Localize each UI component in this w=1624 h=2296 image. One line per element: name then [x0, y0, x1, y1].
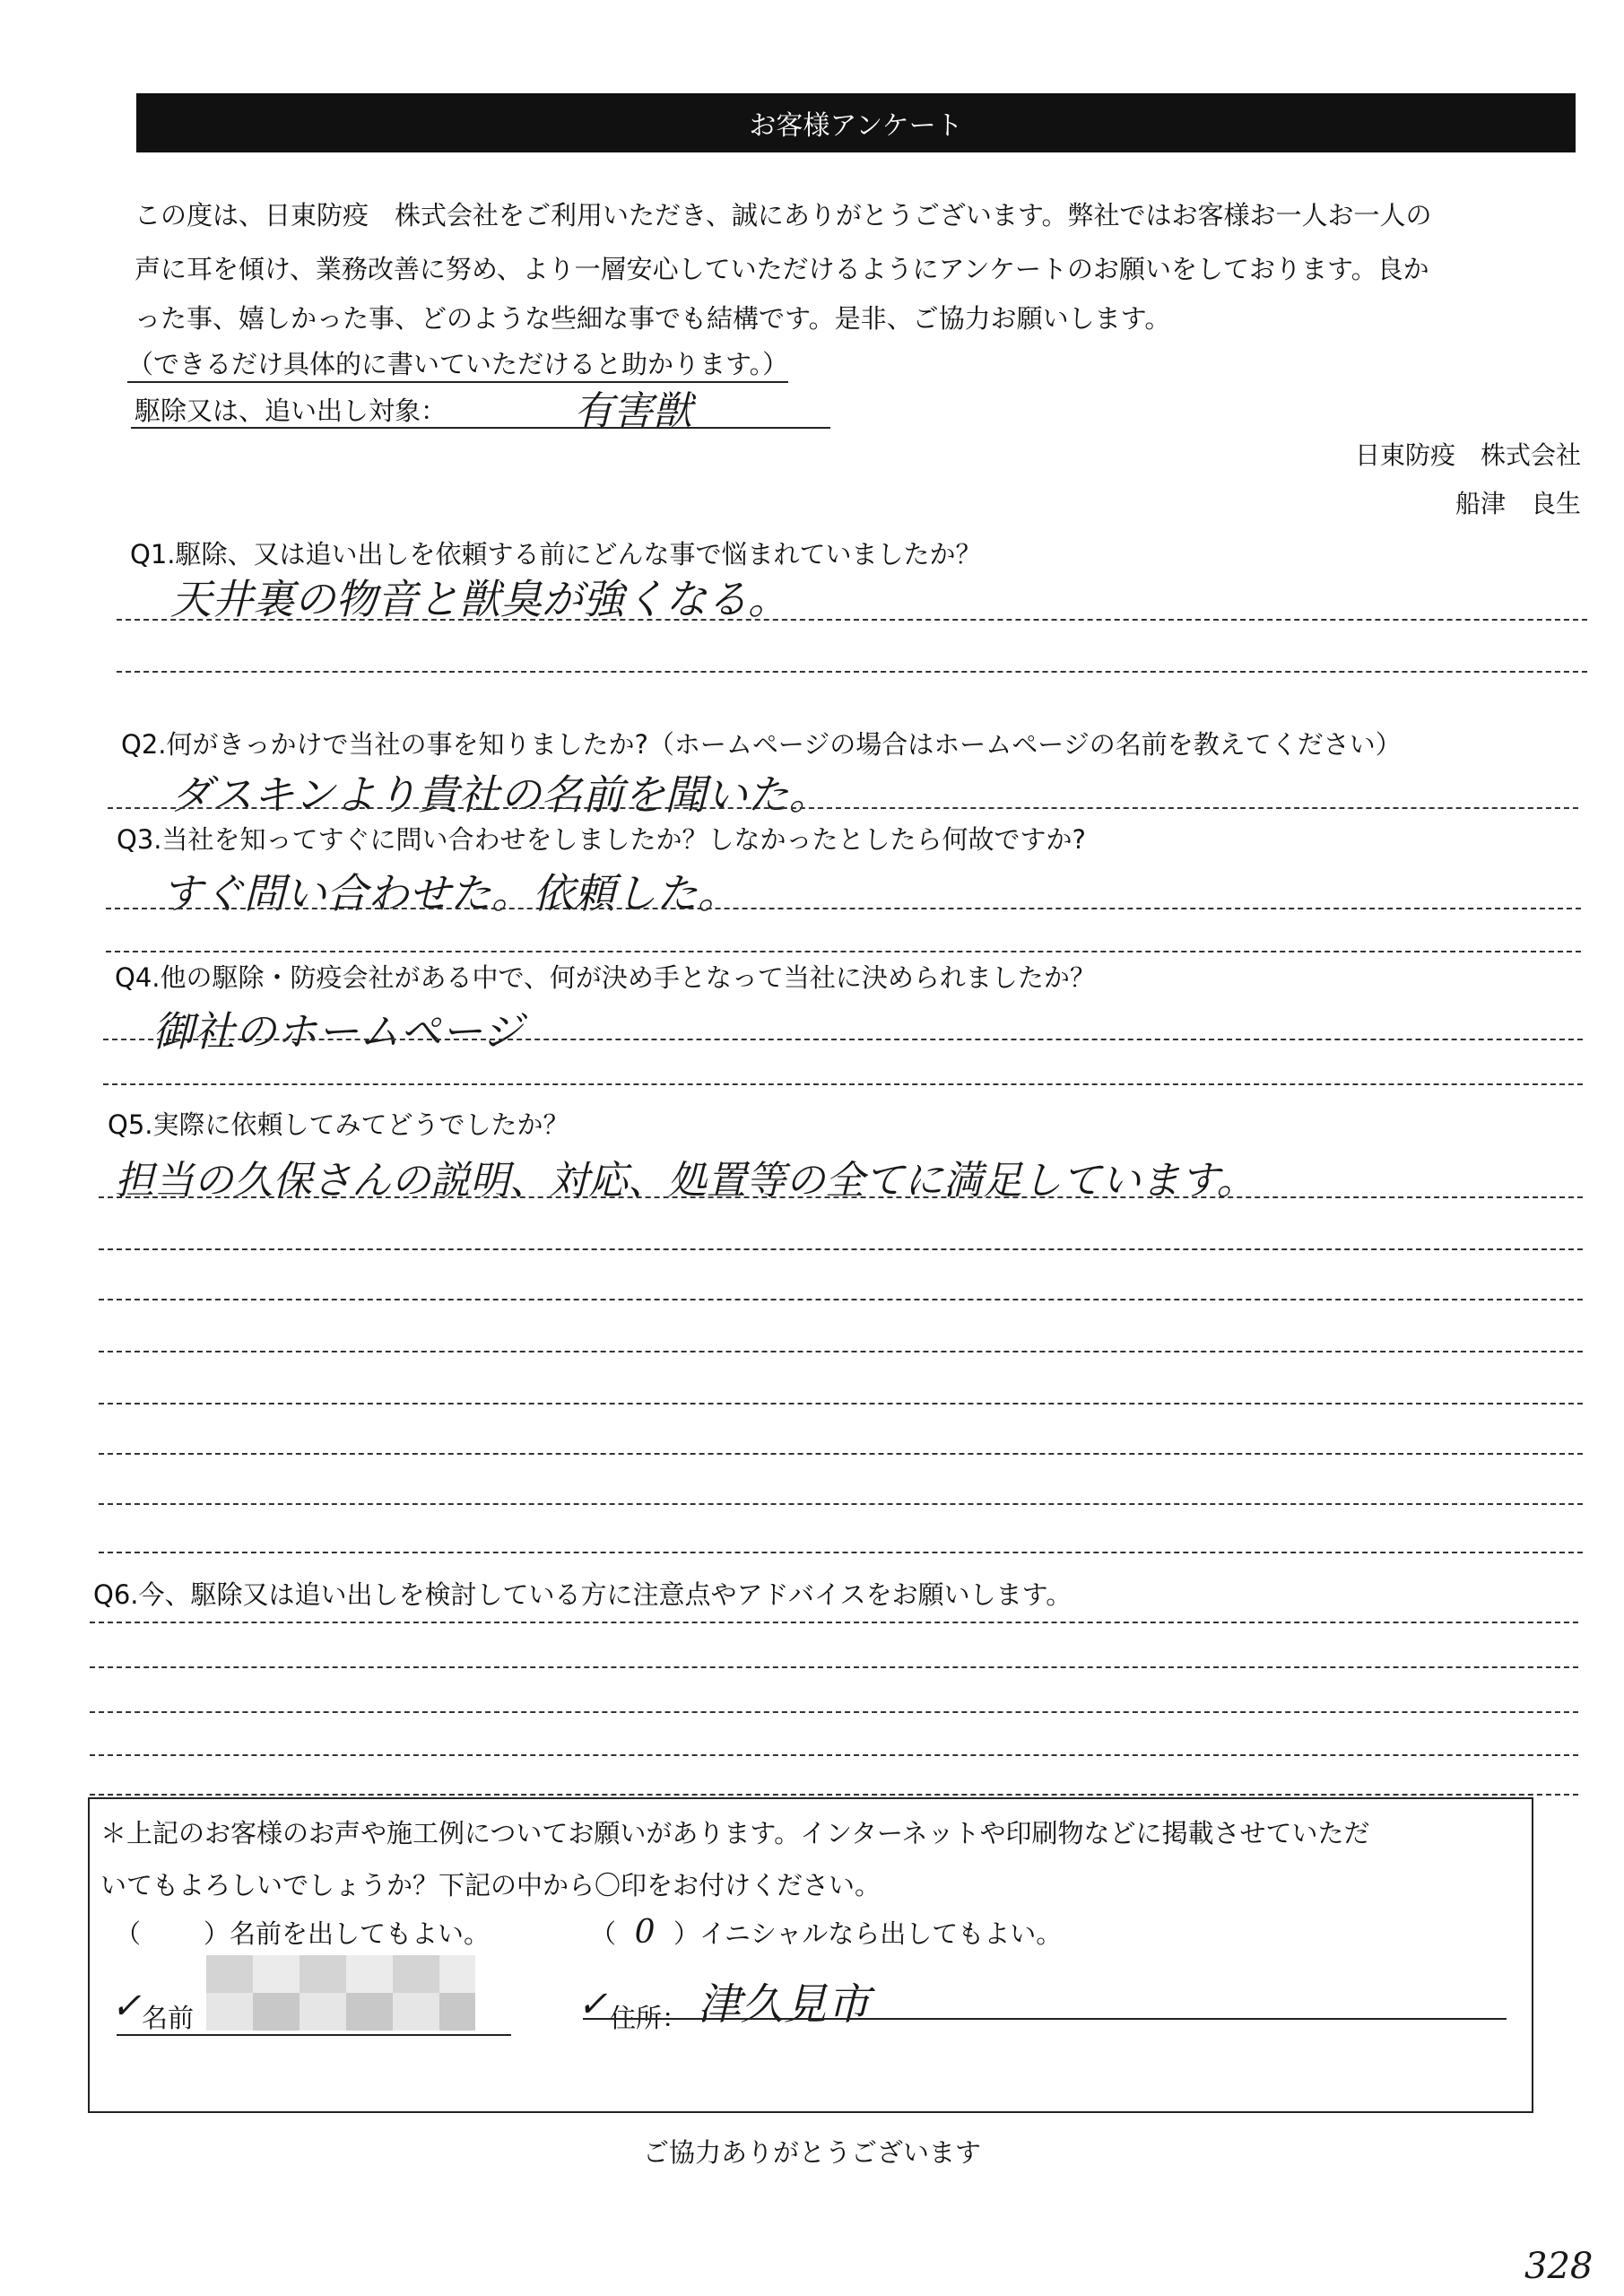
q5-label: Q5.実際に依頼してみてどうでしたか？ [108, 1109, 569, 1140]
q4-answer: 御社のホームページ [152, 1007, 524, 1056]
q6-answer-line [90, 1794, 1578, 1796]
q5-answer-line [99, 1248, 1583, 1250]
q3-answer-line [106, 951, 1581, 952]
option-close-paren: ） [204, 1918, 230, 1949]
address-label: 住所： [610, 2003, 689, 2033]
intro-line-3: った事、嬉しかった事、どのような些細な事でも結構です。是非、ご協力お願いします。 [135, 303, 1171, 334]
q5-answer-line [99, 1552, 1583, 1553]
q6-answer-line [90, 1666, 1578, 1668]
option-close-paren: ） [673, 1918, 700, 1949]
survey-title: お客様アンケート [749, 110, 963, 142]
q2-answer-line [108, 807, 1578, 809]
consent-option-initial[interactable] [590, 1914, 1062, 1951]
q5-answer-line [99, 1503, 1583, 1505]
q4-answer-line [103, 1083, 1583, 1085]
redacted-name [206, 1955, 475, 2031]
target-value: 有害獣 [574, 388, 692, 434]
q6-label: Q6.今、駆除又は追い出しを検討している方に注意点やアドバイスをお願いします。 [93, 1579, 1073, 1610]
q5-answer-line [99, 1403, 1583, 1405]
address-check-mark: ✓ [578, 1984, 608, 2025]
address-value: 津久見市 [698, 1979, 871, 2030]
q5-answer-line [99, 1196, 1583, 1198]
option-name-text: 名前を出してもよい。 [230, 1918, 491, 1949]
name-check-mark: ✓ [111, 1986, 142, 2027]
thanks-text: ご協力ありがとうございます [642, 2137, 981, 2168]
q4-label: Q4.他の駆除・防疫会社がある中で、何が決め手となって当社に決められましたか？ [115, 962, 1096, 993]
q6-answer-line [90, 1711, 1578, 1713]
address-underline [583, 2018, 1507, 2020]
q1-answer-line [117, 619, 1587, 621]
q5-answer-line [99, 1351, 1583, 1352]
consent-line-1: ＊上記のお客様のお声や施工例についてお願いがあります。インターネットや印刷物などに掲載させていただ [100, 1818, 1370, 1848]
q1-answer-line [117, 671, 1587, 673]
page-number: 328 [1524, 2246, 1594, 2287]
target-label: 駆除又は、追い出し対象： [135, 396, 447, 426]
name-underline [117, 2034, 511, 2036]
option-open-paren: （ [590, 1918, 617, 1949]
consent-option-name[interactable] [115, 1914, 490, 1951]
option-initial-mark[interactable]: 0 [634, 1914, 656, 1951]
q5-answer-line [99, 1453, 1583, 1455]
intro-note: （できるだけ具体的に書いていただけると助かります。） [127, 344, 788, 383]
q6-answer-line [90, 1622, 1578, 1623]
company-name: 日東防疫 株式会社 [1354, 440, 1581, 470]
q1-label: Q1.駆除、又は追い出しを依頼する前にどんな事で悩まれていましたか？ [130, 539, 982, 570]
q6-answer-line [90, 1754, 1578, 1756]
option-initial-text: イニシャルなら出してもよい。 [699, 1918, 1063, 1949]
q4-answer-line [103, 1039, 1583, 1040]
q2-label: Q2.何がきっかけで当社の事を知りましたか?（ホームページの場合はホームページの名前を教えてください） [121, 729, 1402, 760]
q5-answer: 担当の久保さんの説明、対応、処置等の全てに満足しています。 [115, 1158, 1256, 1204]
intro-line-1: この度は、日東防疫 株式会社をご利用いただき、誠にありがとうございます。弊社ではお客様お一人お一人の [135, 200, 1432, 230]
q3-answer: すぐ問い合わせた。依頼した。 [161, 869, 739, 918]
q3-answer-line [106, 908, 1581, 909]
q3-label: Q3.当社を知ってすぐに問い合わせをしましたか？しなかったとしたら何故ですか? [117, 824, 1086, 855]
name-label: 名前 [142, 2003, 195, 2033]
q5-answer-line [99, 1299, 1583, 1300]
q1-answer: 天井裏の物音と獣臭が強くなる。 [170, 575, 789, 623]
company-person: 船津 良生 [1455, 489, 1581, 518]
intro-line-2: 声に耳を傾け、業務改善に努め、より一層安心していただけるようにアンケートのお願いをしております。良か [135, 254, 1429, 284]
consent-line-2: いてもよろしいでしょうか？下記の中から〇印をお付けください。 [100, 1870, 881, 1900]
option-open-paren: （ [115, 1918, 142, 1949]
target-underline [131, 427, 830, 429]
q2-answer: ダスキンより貴社の名前を聞いた。 [170, 770, 830, 819]
survey-title-bar [136, 93, 1576, 152]
